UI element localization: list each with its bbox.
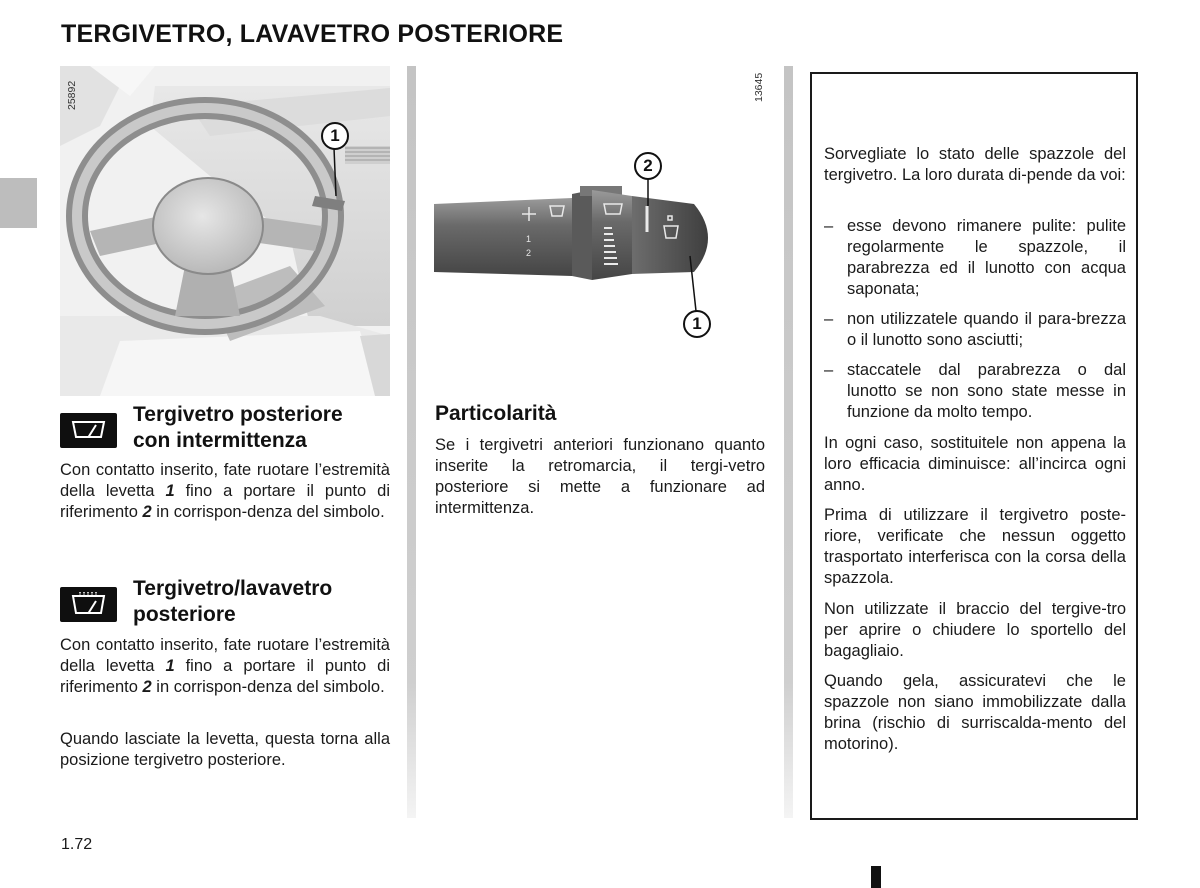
- stalk-drawing: [432, 66, 768, 366]
- warning-paragraph-3: Non utilizzate il braccio del tergive-tro per aprire o chiudere lo sportello del bagagliaio.: [824, 600, 1126, 660]
- warning-item: – esse devono rimanere pulite: pulite regolarmente le spazzole, il parabrezza ed il lunotto con acqua saponata;: [824, 217, 1126, 298]
- particolarita-body: Se i tergivetri anteriori funzionano quanto inserite la retromarcia, il tergi-vetro posteriore si mette a funzionare ad intermittenza.: [435, 436, 765, 517]
- warning-box: [810, 72, 1138, 820]
- svg-text:1: 1: [526, 234, 532, 244]
- warning-item: – non utilizzatele quando il para-brezza o il lunotto sono asciutti;: [824, 310, 1126, 349]
- chapter-tab: [0, 178, 37, 228]
- stalk-illustration: [432, 66, 768, 366]
- svg-text:2: 2: [526, 248, 532, 258]
- warning-list: [824, 216, 1126, 432]
- figure-code: 13645: [753, 72, 765, 102]
- callout-1: 1: [683, 310, 711, 338]
- column-divider-right: [784, 66, 793, 818]
- section-heading-washer: Tergivetro/lavavetro posteriore: [133, 577, 333, 626]
- warning-paragraph-4: Quando gela, assicuratevi che le spazzole non siano immobilizzate dalla brina (rischio di surriscalda-mento del motorino).: [824, 672, 1126, 753]
- callout-2: 2: [634, 152, 662, 180]
- washer-note: Quando lasciate la levetta, questa torna alla posizione tergivetro posteriore.: [60, 730, 390, 769]
- callout-1: 1: [321, 122, 349, 150]
- steering-wheel-drawing: [60, 66, 390, 396]
- page-edge-mark: [871, 866, 881, 888]
- intermittent-body: Con contatto inserito, fate ruotare l’estremità della levetta 1 fino a portare il punto di riferimento 2 in corrispon-denza del simbolo.: [60, 461, 390, 521]
- page-title: TERGIVETRO, LAVAVETRO POSTERIORE: [61, 20, 564, 48]
- rear-wiper-washer-icon: [60, 587, 117, 622]
- figure-code: 25892: [66, 80, 78, 110]
- section-heading-intermittent: Tergivetro posteriore con intermittenza: [133, 403, 343, 452]
- page-number: 1.72: [61, 836, 93, 853]
- column-divider-left: [407, 66, 416, 818]
- washer-body: Con contatto inserito, fate ruotare l’estremità della levetta 1 fino a portare il punto di riferimento 2 in corrispon-denza del simbolo.: [60, 636, 390, 696]
- warning-item: – staccatele dal parabrezza o dal lunotto se non sono state messe in funzione da molto tempo.: [824, 361, 1126, 421]
- warning-intro: Sorvegliate lo stato delle spazzole del tergivetro. La loro durata di-pende da voi:: [824, 145, 1126, 184]
- steering-wheel-illustration: [60, 66, 390, 396]
- section-heading-particolarita: Particolarità: [435, 402, 557, 425]
- warning-paragraph-2: Prima di utilizzare il tergivetro poste-riore, verificate che nessun oggetto trasportato interferisca con la corsa della spazzola.: [824, 506, 1126, 587]
- rear-wiper-icon: [60, 413, 117, 448]
- warning-paragraph-1: In ogni caso, sostituitele non appena la loro efficacia diminuisce: all’incirca ogni anno.: [824, 434, 1126, 494]
